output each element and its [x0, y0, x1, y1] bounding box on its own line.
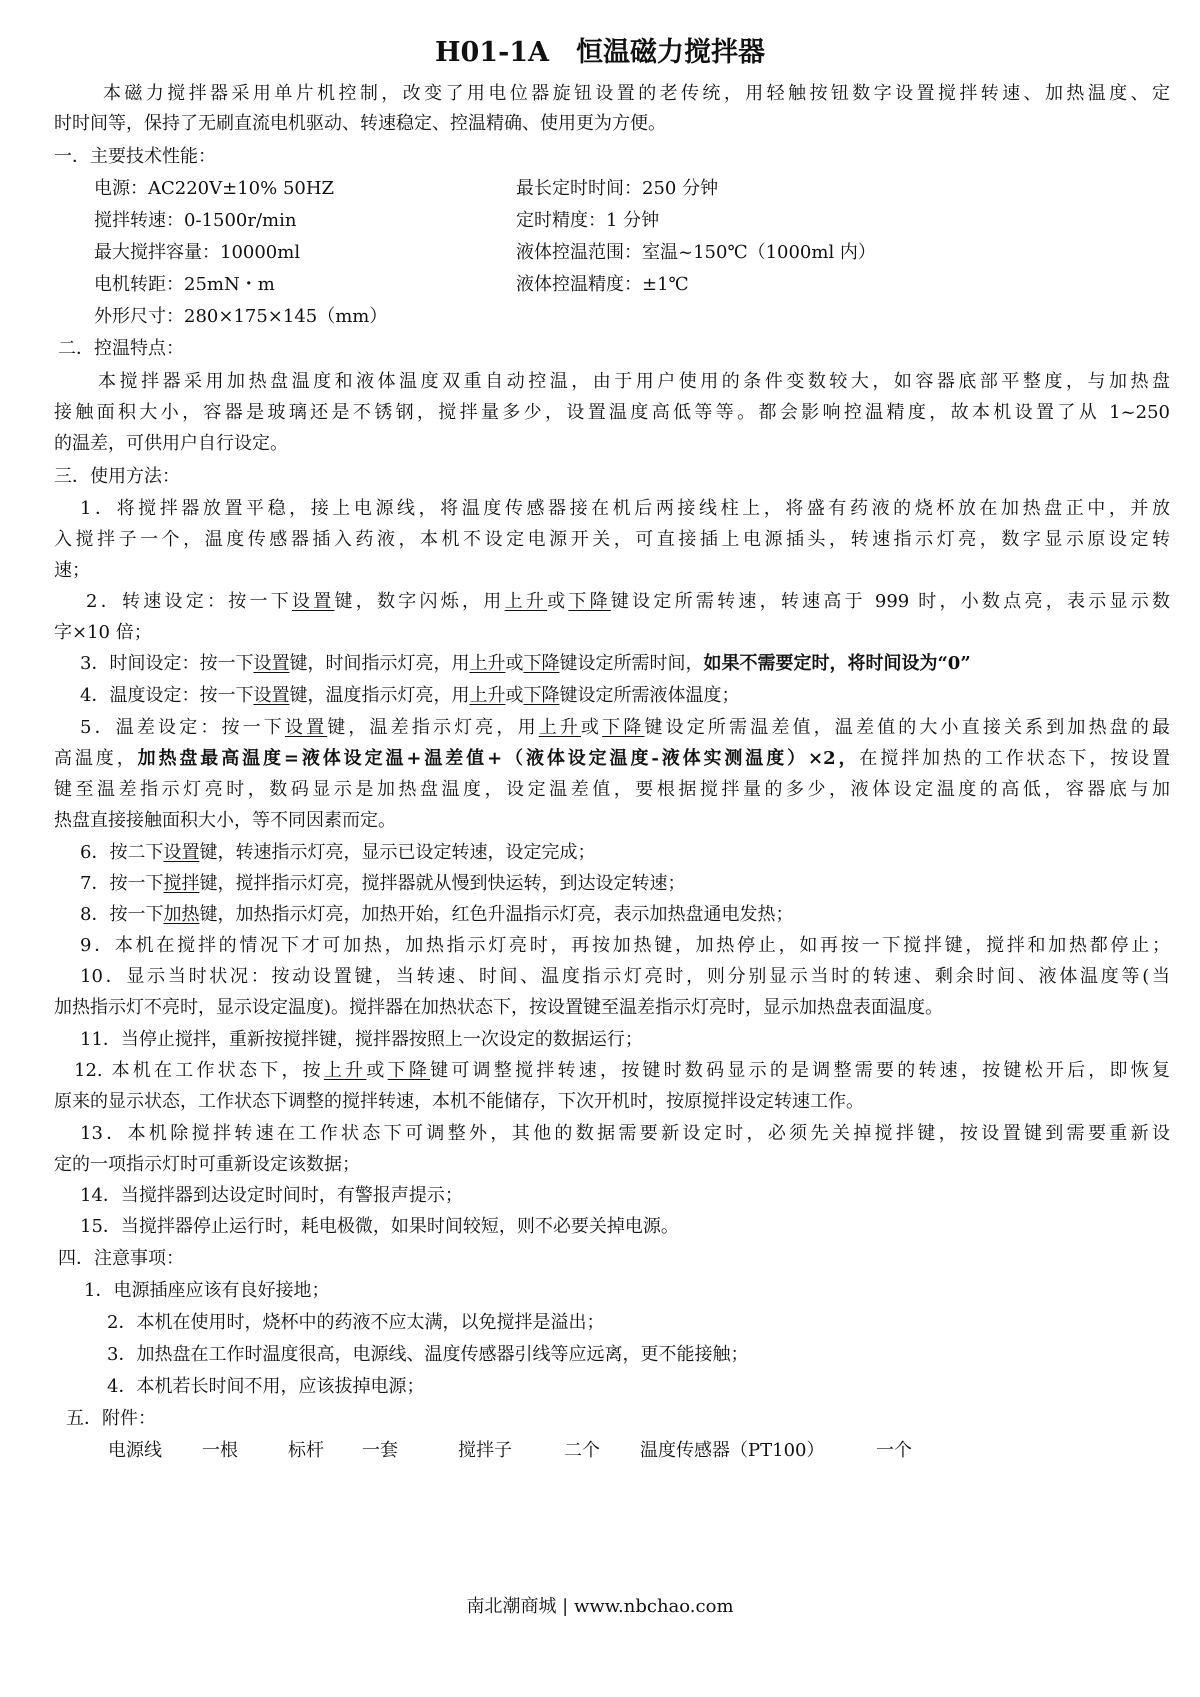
- step-5-formula: 加热盘最高温度=液体设定温+温差值+（液体设定温度-液体实测温度）×2，: [137, 748, 860, 769]
- spec-torque: 电机转距：25mN・m: [94, 274, 275, 295]
- step-4-text: 键，温度指示灯亮，用: [289, 685, 470, 706]
- spec-speed: 搅拌转速：0-1500r/min: [94, 210, 297, 231]
- section-2-line-1: 本搅拌器采用加热盘温度和液体温度双重自动控温，由于用户使用的条件变数较大，如容器底部平整度，与加热盘: [98, 371, 1170, 392]
- step-3-text: 或: [505, 653, 524, 674]
- note-item: 4．本机若长时间不用，应该拔掉电源；: [107, 1376, 425, 1397]
- step-3-line-1: [80, 652, 971, 676]
- step-1-line-1: 1．将搅拌器放置平稳，接上电源线，将温度传感器接在机后两接线柱上，将盛有药液的烧杯放在加热盘正中，并放: [80, 498, 1170, 519]
- step-7-line: [80, 872, 685, 896]
- step-5-text: 或: [581, 717, 603, 738]
- down-key-label: 下降: [387, 1060, 431, 1081]
- set-key-label: 设置: [163, 842, 200, 863]
- footer-source: 南北潮商城 | www.nbchao.com: [466, 1596, 734, 1617]
- step-5-line-4: 热盘直接接触面积大小，等不同因素而定。: [54, 810, 396, 831]
- step-6-line: [80, 841, 595, 865]
- spec-temp-range: 液体控温范围：室温~150℃（1000ml 内）: [516, 242, 876, 263]
- document-title: H01-1A 恒温磁力搅拌器: [434, 37, 766, 68]
- spec-max-timer: 最长定时时间：250 分钟: [516, 178, 719, 199]
- up-key-label: 上升: [469, 653, 506, 674]
- accessory-qty: 二个: [564, 1440, 600, 1461]
- step-8-text: 8．按一下: [80, 904, 164, 925]
- step-12-text: 12. 本机在工作状态下，按: [74, 1060, 324, 1081]
- note-item: 3．加热盘在工作时温度很高，电源线、温度传感器引线等应远离，更不能接触；: [107, 1344, 749, 1365]
- step-7-text: 键，搅拌指示灯亮，搅拌器就从慢到快运转，到达设定转速；: [199, 873, 686, 894]
- up-key-label: 上升: [469, 685, 506, 706]
- intro-line-1: 本磁力搅拌器采用单片机控制，改变了用电位器旋钮设置的老传统，用轻触按钮数字设置搅拌转速、加热温度、定: [103, 83, 1170, 104]
- spec-temp-accuracy: 液体控温精度：±1℃: [516, 274, 689, 295]
- set-key-label: 设置: [253, 685, 290, 706]
- spec-capacity: 最大搅拌容量：10000ml: [94, 242, 301, 263]
- section-3-heading: 三．使用方法：: [54, 466, 180, 487]
- stir-key-label: 搅拌: [163, 873, 200, 894]
- accessory-qty: 一个: [876, 1440, 912, 1461]
- step-1-line-3: 速；: [54, 560, 90, 581]
- step-15-line: 15．当搅拌器停止运行时，耗电极微，如果时间较短，则不必要关掉电源。: [80, 1216, 679, 1237]
- step-9-line: 9．本机在搅拌的情况下才可加热，加热指示灯亮时，再按加热键，加热停止，如再按一下搅拌键，搅拌和加热都停止；: [80, 935, 1170, 956]
- spec-dimensions: 外形尺寸：280×175×145（mm）: [94, 306, 388, 327]
- down-key-label: 下降: [602, 717, 645, 738]
- up-key-label: 上升: [504, 591, 548, 612]
- step-11-line: 11．当停止搅拌，重新按搅拌键，搅拌器按照上一次设定的数据运行；: [80, 1029, 643, 1050]
- set-key-label: 设置: [284, 717, 328, 738]
- step-5-line-1: [80, 716, 1170, 740]
- accessory-name: 电源线: [108, 1440, 162, 1461]
- step-4-text: 键设定所需液体温度；: [559, 685, 740, 706]
- accessory-name: 标杆: [288, 1440, 324, 1461]
- step-1-line-2: 入搅拌子一个，温度传感器插入药液，本机不设定电源开关，可直接插上电源插头，转速指示灯亮，数字显示原设定转: [54, 529, 1170, 550]
- step-2-line-1: [86, 590, 1170, 614]
- step-8-line: [80, 903, 793, 927]
- step-4-text: 或: [505, 685, 524, 706]
- section-4-heading: 四．注意事项：: [58, 1248, 184, 1269]
- down-key-label: 下降: [523, 685, 560, 706]
- step-10-line-1: 10．显示当时状况：按动设置键，当转速、时间、温度指示灯亮时，则分别显示当时的转速、剩余时间、液体温度等(当: [80, 966, 1170, 987]
- set-key-label: 设置: [253, 653, 290, 674]
- step-2-text: 或: [547, 591, 569, 612]
- accessory-qty: 一根: [202, 1440, 238, 1461]
- step-6-text: 6．按二下: [80, 842, 164, 863]
- step-12-line-1: [74, 1059, 1170, 1083]
- step-5-text: 在搅拌加热的工作状态下，按设置: [859, 748, 1171, 769]
- up-key-label: 上升: [323, 1060, 367, 1081]
- spec-power: 电源：AC220V±10% 50HZ: [94, 178, 335, 199]
- step-6-text: 键，转速指示灯亮，显示已设定转速，设定完成；: [199, 842, 596, 863]
- step-12-line-2: 原来的显示状态，工作状态下调整的搅拌转速，本机不能储存，下次开机时，按原搅拌设定转速工作。: [54, 1091, 864, 1112]
- step-5-text: 高温度，: [54, 748, 138, 769]
- step-12-text: 或: [366, 1060, 388, 1081]
- step-5-text: 键，温差指示灯亮，用: [327, 717, 539, 738]
- step-3-bold-note: 如果不需要定时，将时间设为“0”: [703, 653, 971, 674]
- step-5-line-3: 键至温差指示灯亮时，数码显示是加热盘温度，设定温差值，要根据搅拌量的多少，液体设定温度的高低，容器底与加: [54, 779, 1170, 800]
- down-key-label: 下降: [523, 653, 560, 674]
- down-key-label: 下降: [568, 591, 611, 612]
- accessory-qty: 一套: [362, 1440, 398, 1461]
- spec-timer-accuracy: 定时精度：1 分钟: [516, 210, 660, 231]
- step-5-text: 5．温差设定：按一下: [80, 717, 285, 738]
- accessory-name: 温度传感器（PT100）: [640, 1440, 825, 1461]
- intro-line-2: 时时间等，保持了无刷直流电机驱动、转速稳定、控温精确、使用更为方便。: [54, 113, 666, 134]
- step-7-text: 7．按一下: [80, 873, 164, 894]
- accessory-name: 搅拌子: [458, 1440, 512, 1461]
- step-2-text: 2．转速设定：按一下: [86, 591, 292, 612]
- step-2-text: 键，数字闪烁，用: [334, 591, 505, 612]
- step-2-line-2: 字×10 倍；: [54, 622, 152, 643]
- set-key-label: 设置: [292, 591, 335, 612]
- step-3-text: 键，时间指示灯亮，用: [289, 653, 470, 674]
- step-8-text: 键，加热指示灯亮，加热开始，红色升温指示灯亮，表示加热盘通电发热；: [199, 904, 794, 925]
- step-2-text: 键设定所需转速，转速高于 999 时，小数点亮，表示显示数: [610, 591, 1171, 612]
- step-4-text: 4．温度设定：按一下: [80, 685, 254, 706]
- section-2-line-2: 接触面积大小，容器是玻璃还是不锈钢，搅拌量多少，设置温度高低等等。都会影响控温精度，故本机设置了从 1~250: [54, 402, 1170, 423]
- section-2-heading: 二．控温特点：: [58, 338, 184, 359]
- heat-key-label: 加热: [163, 904, 200, 925]
- step-10-line-2: 加热指示灯不亮时，显示设定温度)。搅拌器在加热状态下，按设置键至温差指示灯亮时，显示加热盘表面温度。: [54, 997, 944, 1018]
- step-3-text: 键设定所需时间，: [559, 653, 704, 674]
- section-2-line-3: 的温差，可供用户自行设定。: [54, 433, 288, 454]
- section-5-heading: 五．附件：: [66, 1408, 156, 1429]
- step-3-text: 3．时间设定：按一下: [80, 653, 254, 674]
- step-13-line-2: 定的一项指示灯时可重新设定该数据；: [54, 1154, 360, 1175]
- step-13-line-1: 13．本机除搅拌转速在工作状态下可调整外，其他的数据需要新设定时，必须先关掉搅拌键，按设置键到需要重新设: [80, 1123, 1170, 1144]
- note-item: 2．本机在使用时，烧杯中的药液不应太满，以免搅拌是溢出；: [107, 1312, 605, 1333]
- note-item: 1．电源插座应该有良好接地；: [84, 1280, 330, 1301]
- step-14-line: 14．当搅拌器到达设定时间时，有警报声提示；: [80, 1185, 463, 1206]
- up-key-label: 上升: [538, 717, 582, 738]
- step-12-text: 键可调整搅拌转速，按键时数码显示的是调整需要的转速，按键松开后，即恢复: [430, 1060, 1171, 1081]
- step-5-text: 键设定所需温差值，温差值的大小直接关系到加热盘的最: [644, 717, 1171, 738]
- step-4-line-1: [80, 684, 739, 708]
- step-5-line-2: [54, 747, 1170, 771]
- section-1-heading: 一．主要技术性能：: [54, 146, 216, 167]
